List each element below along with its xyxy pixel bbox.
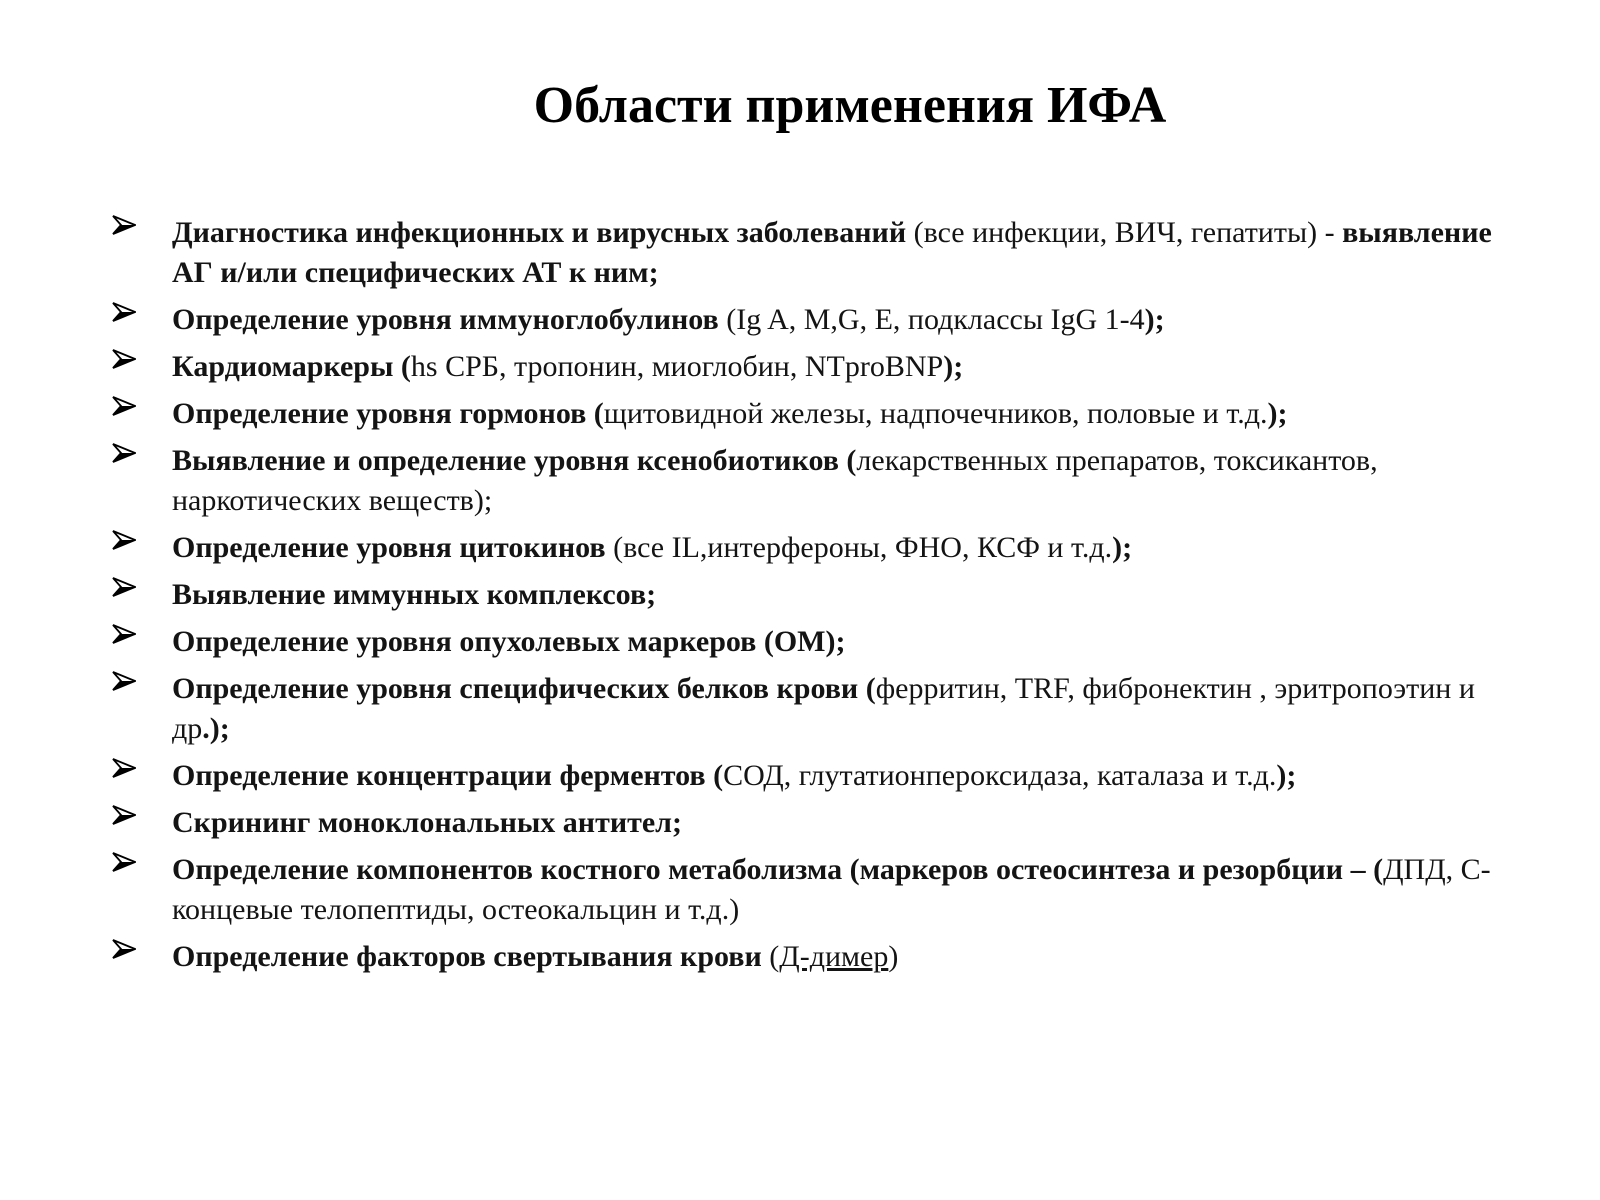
list-item — [110, 756, 1540, 796]
list-item — [110, 394, 1540, 434]
item-text: Определение уровня специфических белков крови ( — [172, 672, 876, 705]
list-item — [110, 937, 1540, 977]
arrow-bullet-icon — [112, 529, 136, 553]
item-text: Кардиомаркеры ( — [172, 350, 411, 383]
item-text: Определение компонентов костного метаболизма (маркеров остеосинтеза и резорбции – ( — [172, 853, 1384, 886]
item-text: Определение уровня опухолевых маркеров (ОМ); — [172, 625, 846, 658]
list-item — [110, 213, 1540, 293]
item-text: ( — [761, 940, 780, 973]
arrow-bullet-icon — [112, 301, 136, 325]
item-text: Определение уровня цитокинов — [172, 531, 606, 564]
list-item — [110, 528, 1540, 568]
item-text: ); — [1267, 397, 1288, 430]
list-item — [110, 441, 1540, 521]
item-text: ) — [888, 940, 899, 973]
item-text: (Ig A, M,G, E, подклассы IgG 1-4 — [718, 303, 1145, 336]
item-text: Д-димер — [779, 940, 889, 973]
arrow-bullet-icon — [112, 214, 136, 238]
item-text: Скрининг моноклональных антител; — [172, 806, 682, 839]
item-text: (все IL,интерфероны, ФНО, КСФ и т.д. — [605, 531, 1113, 564]
item-text: ); — [943, 350, 964, 383]
arrow-bullet-icon — [112, 348, 136, 372]
list-item — [110, 300, 1540, 340]
item-text: ДПД, С-концевые телопептиды, остеокальцин и т.д.) — [172, 853, 1491, 926]
item-text: ферритин, TRF, фибронектин , эритропоэтин и др — [172, 672, 1475, 745]
list-item — [110, 669, 1540, 749]
item-text: (все инфекции, ВИЧ, гепатиты) - — [906, 216, 1343, 249]
list-item — [110, 850, 1540, 930]
list-item — [110, 347, 1540, 387]
item-text: СОД, глутатионпероксидаза, каталаза и т.д. — [723, 759, 1277, 792]
arrow-bullet-icon — [112, 757, 136, 781]
arrow-bullet-icon — [112, 670, 136, 694]
item-text: ); — [1276, 759, 1297, 792]
item-text: Определение уровня гормонов ( — [172, 397, 604, 430]
item-text: Определение факторов свертывания крови — [172, 940, 762, 973]
arrow-bullet-icon — [112, 576, 136, 600]
item-text: Выявление иммунных комплексов; — [172, 578, 657, 611]
item-text: Определение уровня иммуноглобулинов — [172, 303, 719, 336]
item-text: Определение концентрации ферментов ( — [172, 759, 724, 792]
arrow-bullet-icon — [112, 851, 136, 875]
list-item — [110, 575, 1540, 615]
item-text: hs СРБ, тропонин, миоглобин, NTproBNP — [410, 350, 944, 383]
item-text: .); — [202, 712, 230, 745]
list-item — [110, 622, 1540, 662]
arrow-bullet-icon — [112, 938, 136, 962]
list-item — [110, 803, 1540, 843]
item-text: выявление АГ и/или специфических АТ к ним; — [172, 216, 1492, 289]
item-text: Диагностика инфекционных и вирусных заболеваний — [172, 216, 907, 249]
item-text: щитовидной железы, надпочечников, половые и т.д. — [603, 397, 1268, 430]
item-text: ); — [1144, 303, 1165, 336]
slide-title: Области применения ИФА — [533, 77, 1167, 134]
bullet-list — [110, 213, 1540, 984]
arrow-bullet-icon — [112, 442, 136, 466]
arrow-bullet-icon — [112, 623, 136, 647]
item-text: ); — [1112, 531, 1133, 564]
arrow-bullet-icon — [112, 395, 136, 419]
arrow-bullet-icon — [112, 804, 136, 828]
item-text: Выявление и определение уровня ксенобиотиков ( — [172, 444, 857, 477]
item-text: лекарственных препаратов, токсикантов, наркотических веществ); — [172, 444, 1378, 517]
